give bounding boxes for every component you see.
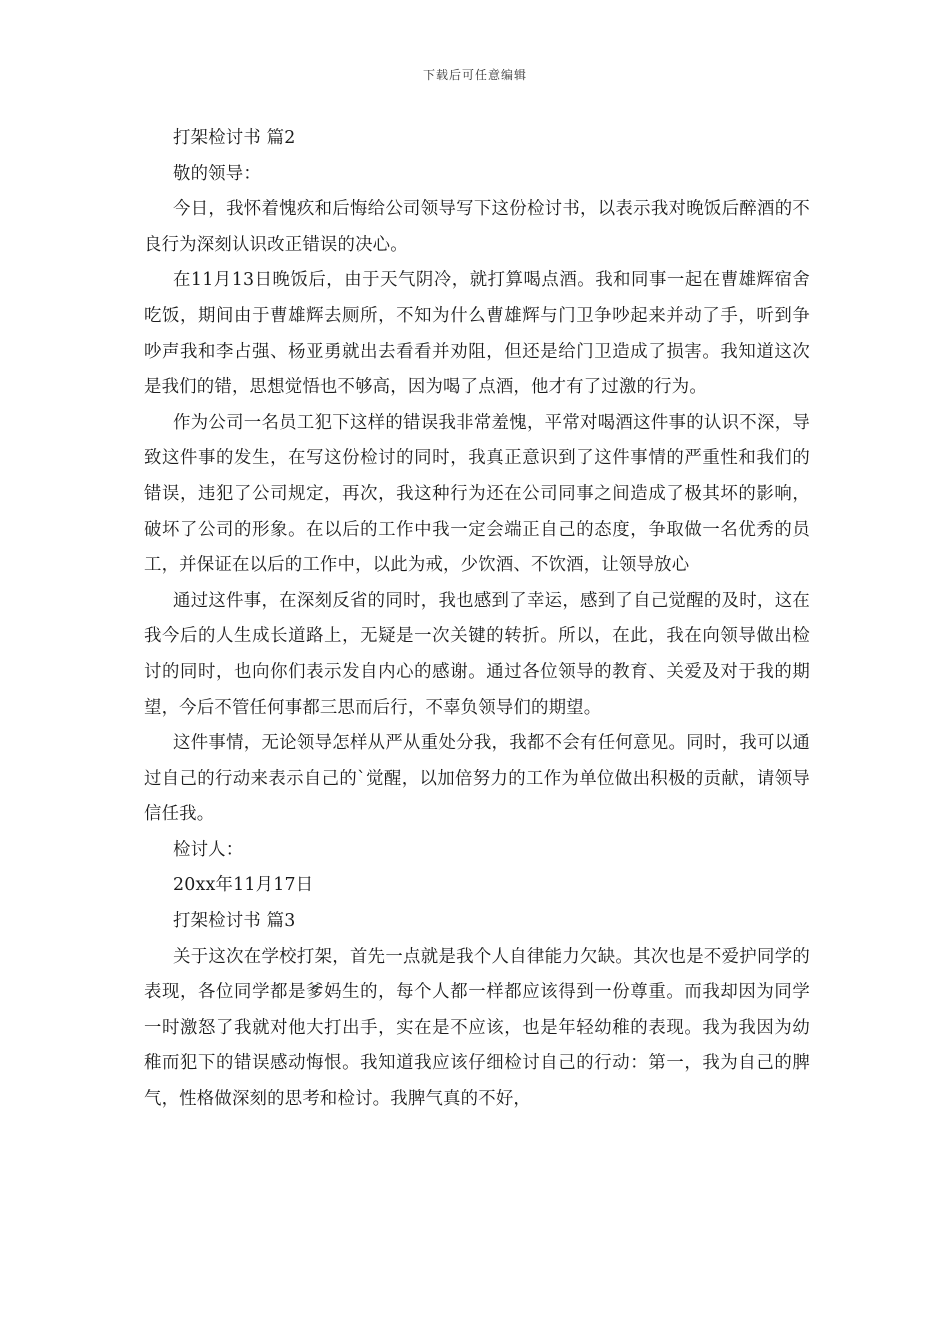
date-line: 20xx年11月17日 — [173, 875, 314, 896]
paragraph: 关于这次在学校打架，首先一点就是我个人自律能力欠缺。其次也是不爱护同学的表现，各位同学都是爹妈生的，每个人都一样都应该得到一份尊重。而我却因为同学一时激怒了我就对他大打出手，实在是不应该，也是年轻幼稚的表现。我为我因为幼稚而犯下的错误感动悔恨。我知道我应该仔细检讨自己的行动：第一，我为自己的脾气，性格做深刻的思考和检讨。我脾气真的不好， — [144, 946, 810, 1110]
paragraph: 在11月13日晚饭后，由于天气阴冷，就打算喝点酒。我和同事一起在曹雄辉宿舍吃饭，期间由于曹雄辉去厕所，不知为什么曹雄辉与门卫争吵起来并动了手，听到争吵声我和李占强、杨亚勇就出去看看并劝阻，但还是给门卫造成了损害。我知道这次是我们的错，思想觉悟也不够高，因为喝了点酒，他才有了过激的行为。 — [144, 270, 810, 398]
paragraph: 今日，我怀着愧疚和后悔给公司领导写下这份检讨书，以表示我对晚饭后醉酒的不良行为深刻认识改正错误的决心。 — [144, 199, 810, 255]
page-header: 下载后可任意编辑 — [422, 68, 527, 82]
paragraph: 这件事情，无论领导怎样从严从重处分我，我都不会有任何意见。同时，我可以通过自己的行动来表示自己的`觉醒，以加倍努力的工作为单位做出积极的贡献，请领导信任我。 — [144, 733, 810, 825]
signature-label: 检讨人： — [173, 839, 244, 860]
paragraph: 通过这件事，在深刻反省的同时，我也感到了幸运，感到了自己觉醒的及时，这在我今后的人生成长道路上，无疑是一次关键的转折。所以，在此，我在向领导做出检讨的同时，也向你们表示发自内心的感谢。通过各位领导的教育、关爱及对于我的期望，今后不管任何事都三思而后行，不辜负领导们的期望。 — [144, 590, 810, 718]
salutation: 敬的领导： — [173, 163, 261, 184]
paragraph: 作为公司一名员工犯下这样的错误我非常羞愧，平常对喝酒这件事的认识不深，导致这件事的发生，在写这份检讨的同时，我真正意识到了这件事情的严重性和我们的错误，违犯了公司规定，再次，我这种行为还在公司同事之间造成了极其坏的影响，破坏了公司的形象。在以后的工作中我一定会端正自己的态度，争取做一名优秀的员工，并保证在以后的工作中，以此为戒，少饮酒、不饮酒，让领导放心 — [144, 412, 810, 576]
document-body — [144, 121, 810, 1118]
section-title-3: 打架检讨书 篇3 — [173, 911, 296, 932]
section-title-2: 打架检讨书 篇2 — [173, 128, 296, 148]
